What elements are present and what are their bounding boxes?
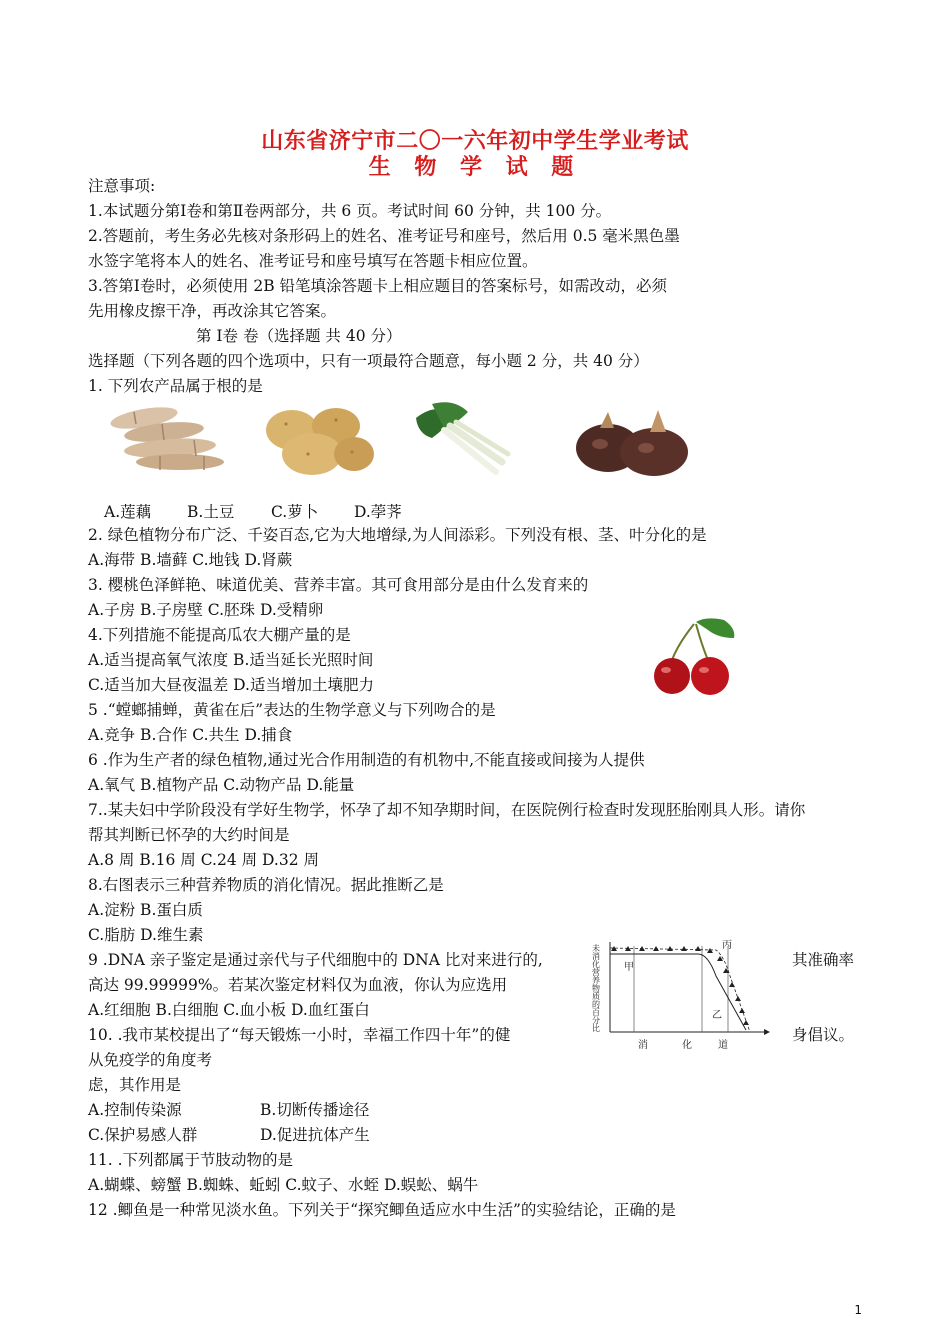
q3-options: A.子房 B.子房壁 C.胚珠 D.受精卵 [88, 601, 324, 619]
q5-options: A.竞争 B.合作 C.共生 D.捕食 [88, 726, 293, 744]
x-tick-2: 化 [682, 1040, 692, 1051]
question-6: 6 .作为生产者的绿色植物,通过光合作用制造的有机物中,不能直接或间接为人提供 [88, 751, 645, 769]
q4-options-cd: C.适当加大昼夜温差 D.适当增加土壤肥力 [88, 676, 374, 694]
question-9a: 9 .DNA 亲子鉴定是通过亲代与子代细胞中的 DNA 比对来进行的, [88, 951, 543, 969]
section-heading: 第 Ⅰ卷 卷（选择题 共 40 分） [196, 327, 402, 345]
question-9b: 高达 99.99999%。若某次鉴定材料仅为血液，你认为应选用 [88, 976, 508, 994]
cherry-image [648, 614, 744, 698]
q8-options-cd: C.脂肪 D.维生素 [88, 926, 204, 944]
q8-options-ab: A.淀粉 B.蛋白质 [88, 901, 203, 919]
q9-options: A.红细胞 B.白细胞 C.血小板 D.血红蛋白 [88, 1001, 370, 1019]
curve-yi [610, 948, 750, 1032]
q1-option-c: C.萝卜 [271, 503, 319, 521]
note-2a: 2.答题前，考生务必先核对条形码上的姓名、准考证号和座号，然后用 0.5 毫米黑色墨 [88, 227, 680, 245]
q10-option-d: D.促进抗体产生 [260, 1126, 370, 1144]
page-number: 1 [854, 1303, 862, 1317]
question-12: 12 .鲫鱼是一种常见淡水鱼。下列关于“探究鲫鱼适应水中生活”的实验结论，正确的是 [88, 1201, 676, 1219]
section-instruction: 选择题（下列各题的四个选项中，只有一项最符合题意，每小题 2 分，共 40 分） [88, 352, 649, 370]
x-tick-1: 消 [638, 1040, 648, 1051]
question-7b: 帮其判断已怀孕的大约时间是 [88, 826, 290, 844]
potato-image [256, 400, 378, 480]
question-10c: 虑，其作用是 [88, 1076, 182, 1094]
curve-label-jia: 甲 [624, 962, 634, 973]
x-tick-3: 道 [718, 1040, 728, 1051]
notes-heading: 注意事项: [88, 177, 156, 195]
q11-options: A.蝴蝶、螃蟹 B.蜘蛛、蚯蚓 C.蚊子、水蛭 D.蜈蚣、蜗牛 [88, 1176, 479, 1194]
note-3a: 3.答第Ⅰ卷时，必须使用 2B 铅笔填涂答题卡上相应题目的答案标号，如需改动，必须 [88, 277, 668, 295]
question-1: 1. 下列农产品属于根的是 [88, 377, 263, 395]
question-10a: 10. .我市某校提出了“每天锻炼一小时，幸福工作四十年”的健 [88, 1026, 511, 1044]
question-2: 2. 绿色植物分布广泛、千姿百态,它为大地增绿,为人间添彩。下列没有根、茎、叶分化的是 [88, 526, 707, 544]
lotus-root-image [104, 396, 234, 476]
q10-option-b: B.切断传播途径 [260, 1101, 370, 1119]
exam-subtitle: 生 物 学 试 题 [368, 155, 582, 180]
question-7a: 7..某夫妇中学阶段没有学好生物学，怀孕了却不知孕期时间，在医院例行检查时发现胚胎刚具人形。请你 [88, 801, 806, 819]
q6-options: A.氧气 B.植物产品 C.动物产品 D.能量 [88, 776, 355, 794]
question-5: 5 .“螳螂捕蝉，黄雀在后”表达的生物学意义与下列吻合的是 [88, 701, 496, 719]
q4-options-ab: A.适当提高氧气浓度 B.适当延长光照时间 [88, 651, 374, 669]
q10-option-c: C.保护易感人群 [88, 1126, 198, 1144]
exam-title: 山东省济宁市二〇一六年初中学生学业考试 [261, 129, 689, 154]
question-4: 4.下列措施不能提高瓜农大棚产量的是 [88, 626, 351, 644]
question-3: 3. 樱桃色泽鲜艳、味道优美、营养丰富。其可食用部分是由什么发育来的 [88, 576, 589, 594]
q1-option-b: B.土豆 [187, 503, 235, 521]
q1-option-d: D.荸荠 [354, 503, 402, 521]
note-1: 1.本试题分第Ⅰ卷和第Ⅱ卷两部分，共 6 页。考试时间 60 分钟，共 100 分。 [88, 202, 612, 220]
chart-ylabel: 未消化营养物质的百分比 [591, 944, 601, 1032]
note-2b: 水签字笔将本人的姓名、准考证号和座号填写在答题卡相应位置。 [88, 252, 538, 270]
q7-options: A.8 周 B.16 周 C.24 周 D.32 周 [88, 851, 319, 869]
curve-label-yi: 乙 [712, 1010, 722, 1021]
q2-options: A.海带 B.墙藓 C.地钱 D.肾蕨 [88, 551, 293, 569]
q1-option-a: A.莲藕 [104, 503, 152, 521]
question-10b: 从免疫学的角度考 [88, 1051, 213, 1069]
q10-option-a: A.控制传染源 [88, 1101, 182, 1119]
note-3b: 先用橡皮擦干净，再改涂其它答案。 [88, 302, 337, 320]
radish-image [410, 398, 520, 478]
question-10a-right: 身倡议。 [792, 1026, 855, 1044]
question-9a-right: 其准确率 [792, 951, 855, 969]
digestion-chart [590, 936, 776, 1054]
question-11: 11. .下列都属于节肢动物的是 [88, 1151, 294, 1169]
curve-label-bing: 丙 [722, 940, 732, 951]
water-chestnut-image [570, 404, 694, 480]
question-8: 8.右图表示三种营养物质的消化情况。据此推断乙是 [88, 876, 444, 894]
